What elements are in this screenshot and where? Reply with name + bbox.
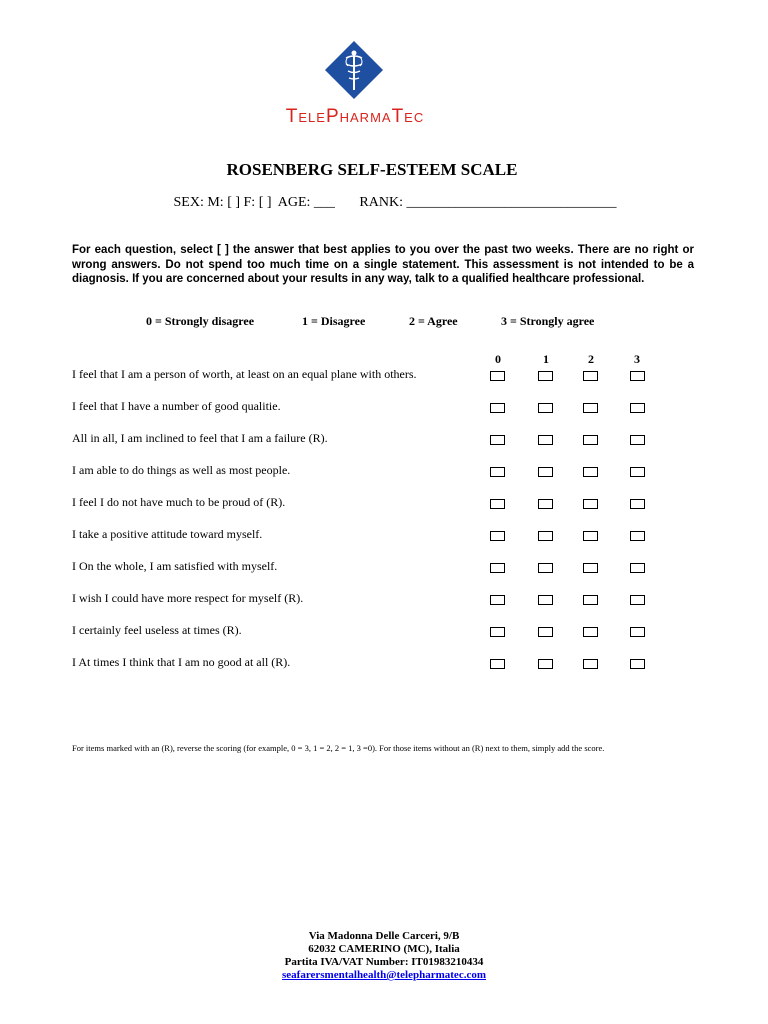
- q10-option-3-checkbox[interactable]: [630, 659, 645, 669]
- question-6: I take a positive attitude toward myself.: [72, 527, 263, 541]
- q8-option-2-checkbox[interactable]: [583, 595, 598, 605]
- q3-option-3-checkbox[interactable]: [630, 435, 645, 445]
- scale-legend-0: 0 = Strongly disagree: [146, 314, 255, 328]
- question-9: I certainly feel useless at times (R).: [72, 623, 242, 637]
- q2-option-2-checkbox[interactable]: [583, 403, 598, 413]
- column-header-0: 0: [495, 352, 501, 366]
- q2-option-0-checkbox[interactable]: [490, 403, 505, 413]
- scoring-note: For items marked with an (R), reverse the scoring (for example, 0 = 3, 1 = 2, 2 = 1, 3 =0). For those items without an (R) next to them, simply add the score.: [72, 743, 605, 753]
- q7-option-0-checkbox[interactable]: [490, 563, 505, 573]
- company-logo: [240, 40, 470, 132]
- q5-option-3-checkbox[interactable]: [630, 499, 645, 509]
- q6-option-0-checkbox[interactable]: [490, 531, 505, 541]
- scale-legend-2: 2 = Agree: [409, 314, 458, 328]
- q5-option-0-checkbox[interactable]: [490, 499, 505, 509]
- question-5: I feel I do not have much to be proud of (R).: [72, 495, 286, 509]
- question-8: I wish I could have more respect for myself (R).: [72, 591, 304, 605]
- q2-option-1-checkbox[interactable]: [538, 403, 553, 413]
- q9-option-1-checkbox[interactable]: [538, 627, 553, 637]
- respondent-info-line: SEX: M: [ ] F: [ ] AGE: ___ RANK: ______________________________: [173, 195, 617, 210]
- q4-option-0-checkbox[interactable]: [490, 467, 505, 477]
- q5-option-2-checkbox[interactable]: [583, 499, 598, 509]
- q10-option-1-checkbox[interactable]: [538, 659, 553, 669]
- q4-option-2-checkbox[interactable]: [583, 467, 598, 477]
- q10-option-0-checkbox[interactable]: [490, 659, 505, 669]
- q7-option-1-checkbox[interactable]: [538, 563, 553, 573]
- page-title: ROSENBERG SELF-ESTEEM SCALE: [226, 160, 518, 179]
- q6-option-2-checkbox[interactable]: [583, 531, 598, 541]
- footer-city: 62032 CAMERINO (MC), Italia: [308, 943, 460, 955]
- q8-option-0-checkbox[interactable]: [490, 595, 505, 605]
- footer-address-block: [0, 930, 768, 982]
- company-logo-text: TelePharmaTec: [285, 106, 425, 127]
- question-10: I At times I think that I am no good at all (R).: [72, 655, 291, 669]
- q7-option-2-checkbox[interactable]: [583, 563, 598, 573]
- column-header-1: 1: [543, 352, 549, 366]
- scale-legend-1: 1 = Disagree: [302, 314, 366, 328]
- q7-option-3-checkbox[interactable]: [630, 563, 645, 573]
- q6-option-3-checkbox[interactable]: [630, 531, 645, 541]
- question-1: I feel that I am a person of worth, at least on an equal plane with others.: [72, 367, 417, 381]
- q9-option-2-checkbox[interactable]: [583, 627, 598, 637]
- question-4: I am able to do things as well as most people.: [72, 463, 291, 477]
- q9-option-3-checkbox[interactable]: [630, 627, 645, 637]
- column-header-3: 3: [634, 352, 640, 366]
- q4-option-3-checkbox[interactable]: [630, 467, 645, 477]
- question-2: I feel that I have a number of good qualitie.: [72, 399, 281, 413]
- q8-option-3-checkbox[interactable]: [630, 595, 645, 605]
- caduceus-icon: [324, 40, 384, 100]
- q10-option-2-checkbox[interactable]: [583, 659, 598, 669]
- question-3: All in all, I am inclined to feel that I am a failure (R).: [72, 431, 328, 445]
- footer-vat: Partita IVA/VAT Number: IT01983210434: [284, 956, 484, 968]
- q9-option-0-checkbox[interactable]: [490, 627, 505, 637]
- q2-option-3-checkbox[interactable]: [630, 403, 645, 413]
- footer-street: Via Madonna Delle Carceri, 9/B: [308, 930, 460, 942]
- q1-option-2-checkbox[interactable]: [583, 371, 598, 381]
- column-header-2: 2: [588, 352, 594, 366]
- q1-option-3-checkbox[interactable]: [630, 371, 645, 381]
- instructions-paragraph: For each question, select [ ] the answer that best applies to you over the past two weeks. There are no right or wrong answers. Do not spend too much time on a single statement. This assessment is not intended to be a diagnosis. If you are concerned about your results in any way, talk to a qualified healthcare professional.: [72, 244, 694, 285]
- q1-option-1-checkbox[interactable]: [538, 371, 553, 381]
- footer-email-link[interactable]: seafarersmentalhealth@telepharmatec.com: [282, 969, 486, 981]
- q4-option-1-checkbox[interactable]: [538, 467, 553, 477]
- q6-option-1-checkbox[interactable]: [538, 531, 553, 541]
- q3-option-2-checkbox[interactable]: [583, 435, 598, 445]
- q3-option-1-checkbox[interactable]: [538, 435, 553, 445]
- q3-option-0-checkbox[interactable]: [490, 435, 505, 445]
- question-7: I On the whole, I am satisfied with myself.: [72, 559, 278, 573]
- q8-option-1-checkbox[interactable]: [538, 595, 553, 605]
- scale-legend-3: 3 = Strongly agree: [501, 314, 595, 328]
- q1-option-0-checkbox[interactable]: [490, 371, 505, 381]
- q5-option-1-checkbox[interactable]: [538, 499, 553, 509]
